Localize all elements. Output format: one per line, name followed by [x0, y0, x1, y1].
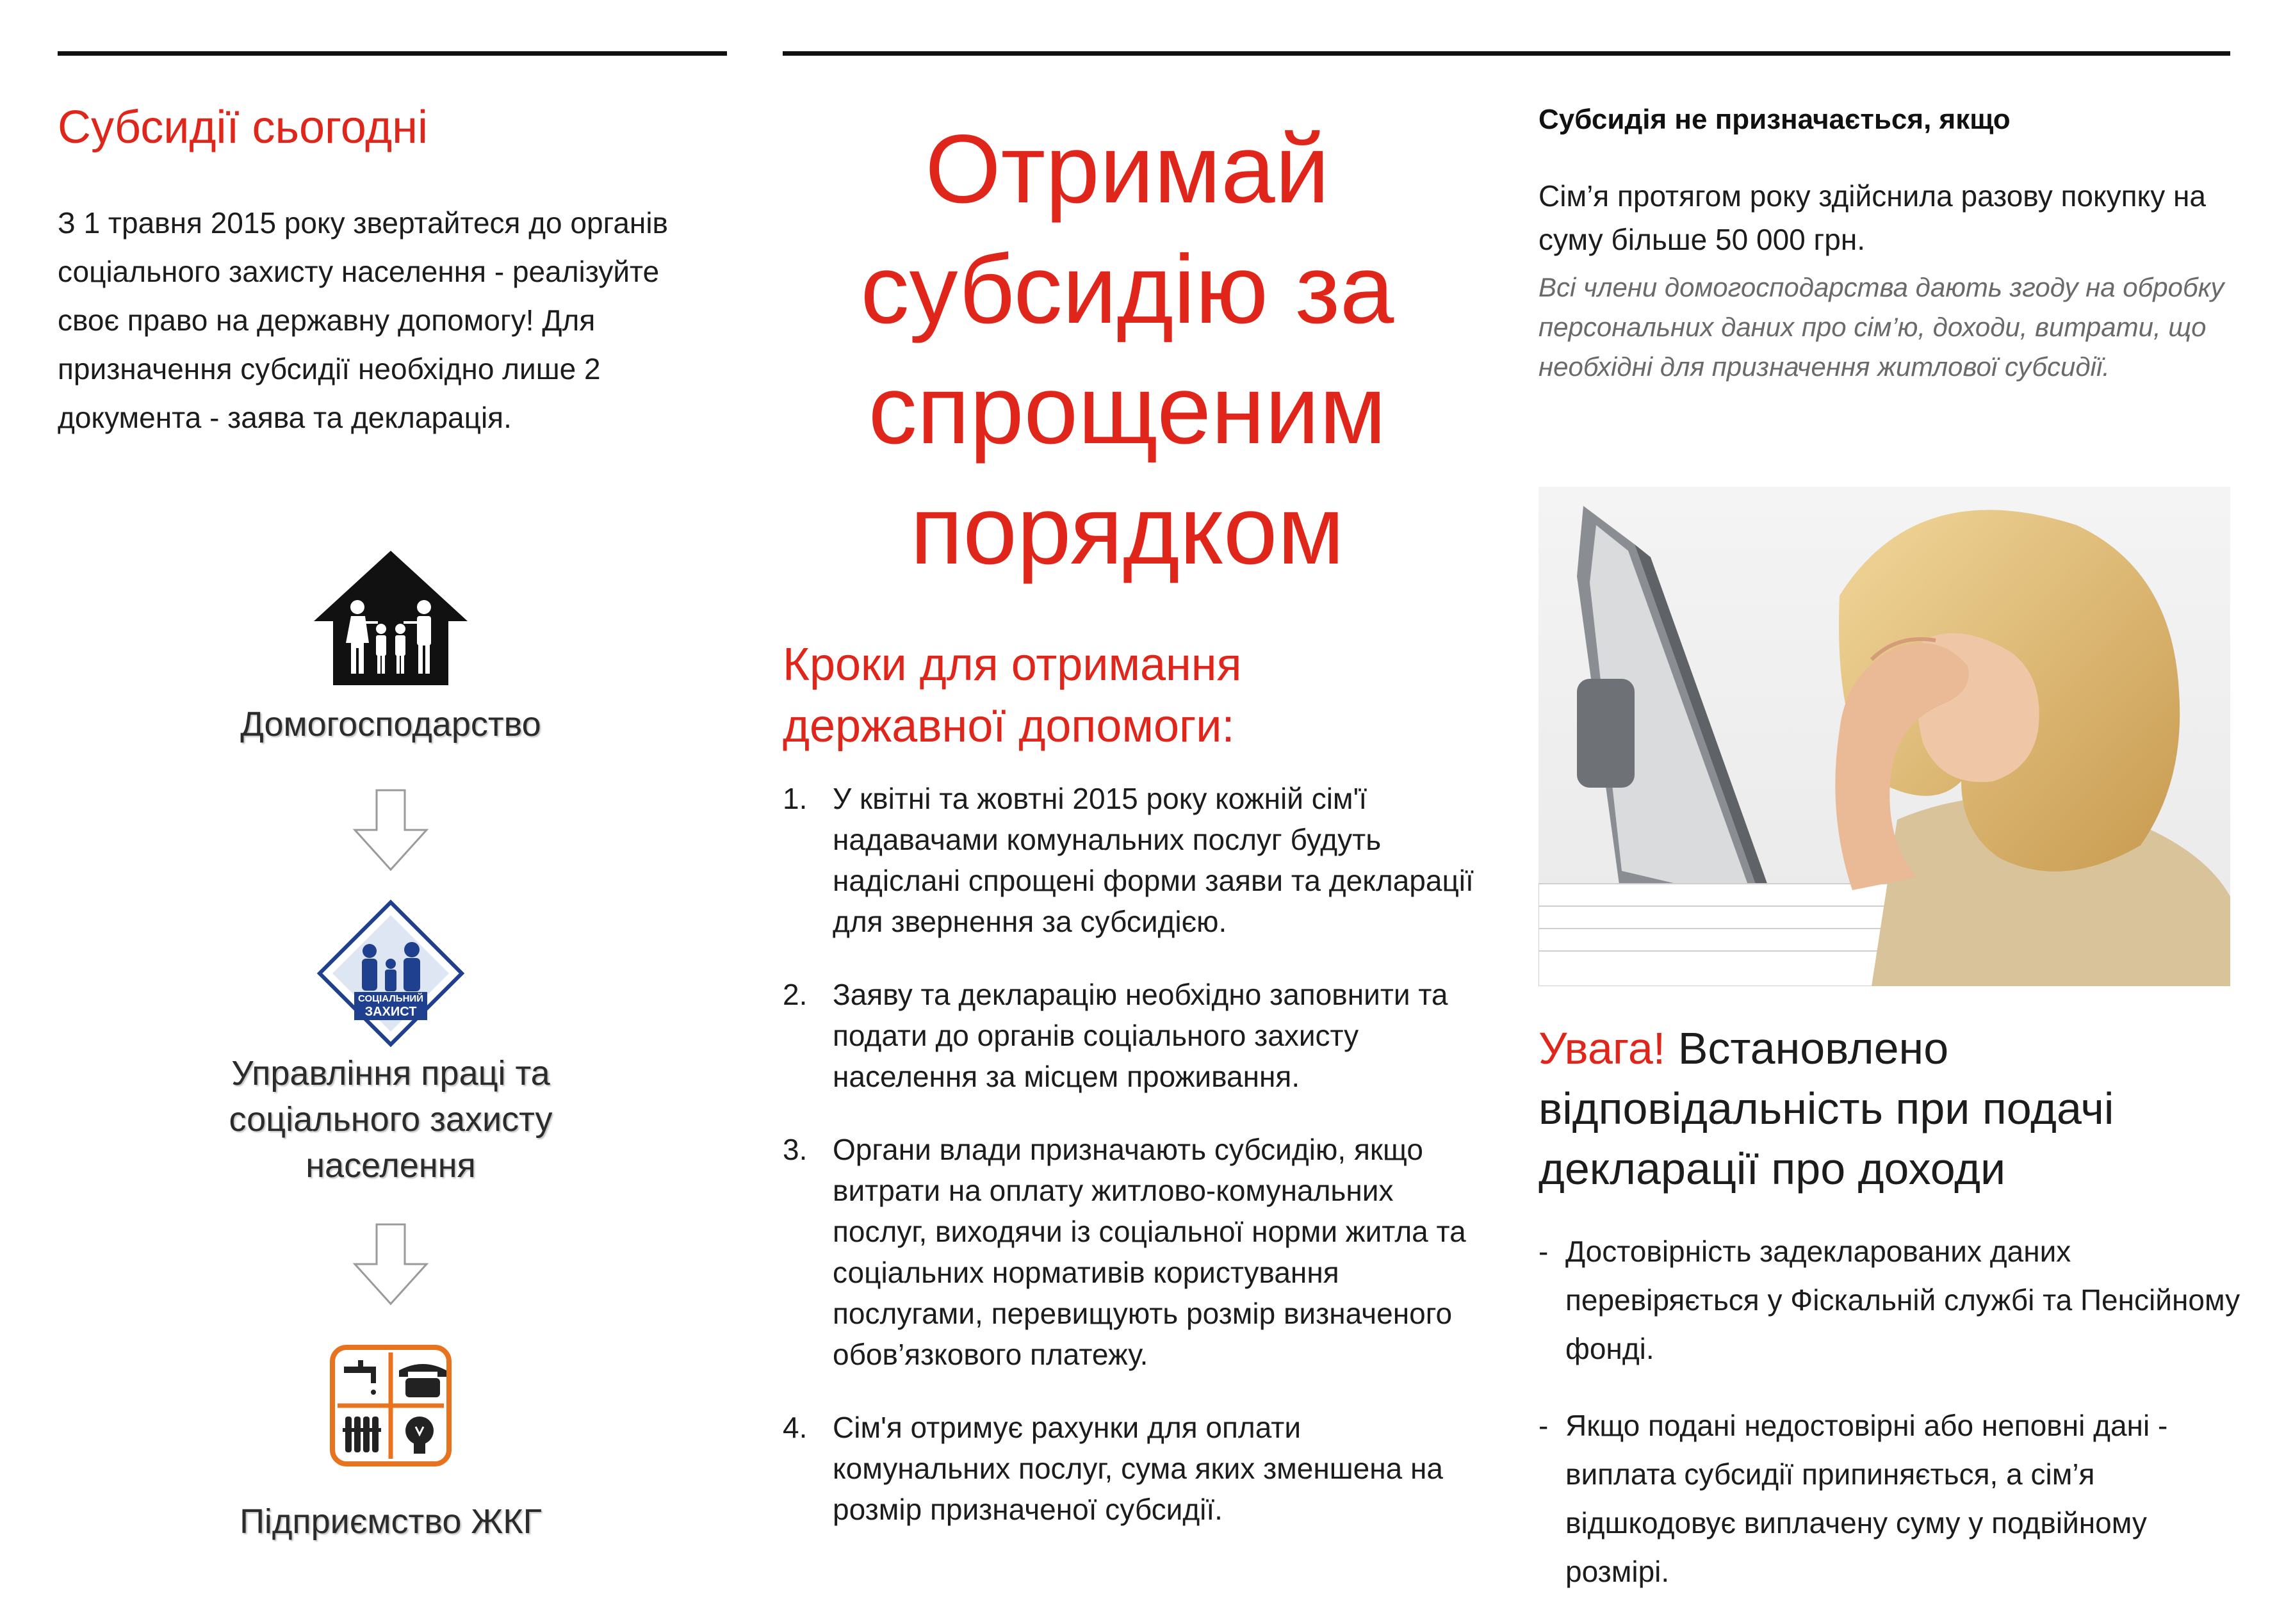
warning-dash: -	[1538, 1409, 1549, 1442]
step-number: 2.	[783, 978, 808, 1011]
step-number: 4.	[783, 1411, 808, 1444]
utilities-icon	[330, 1345, 452, 1466]
flow-label-utility-company: Підприємство ЖКГ	[240, 1502, 542, 1541]
warning-list	[1538, 1227, 2243, 1624]
logo-text-protection: ЗАХИСТ	[364, 1005, 417, 1019]
conditions-note: Всі члени домогосподарства дають згоду на обробку персональних даних про сім’ю, доходи, витрати, що необхідні для призначення житлової субсидії.	[1538, 272, 2224, 382]
logo-text-social: СОЦІАЛЬНИЙ	[358, 993, 423, 1004]
warning-title	[1538, 1018, 2243, 1199]
steps-title: Кроки для отримання державної допомоги:	[783, 639, 1242, 752]
warning-item	[1538, 1401, 2243, 1596]
step-item	[783, 1129, 1474, 1375]
warning-item-text: Достовірність задекларованих даних перевіряється у Фіскальній службі та Пенсійному фонді.	[1565, 1235, 2240, 1365]
social-protection-logo-icon	[317, 900, 464, 1047]
main-title: Отримай субсидію за спрощеним порядком	[860, 115, 1394, 585]
step-text: Заяву та декларацію необхідно заповнити та подати до органів соціального захисту населення за місцем проживання.	[833, 978, 1448, 1093]
conditions-title: Субсидія не призначається, якщо	[1538, 104, 2011, 135]
left-section-title: Субсидії сьогодні	[58, 102, 428, 153]
stressed-woman-photo	[1538, 487, 2230, 986]
conditions-text: Сім’я протягом року здійснила разову покупку на суму більше 50 000 грн.	[1538, 179, 2206, 256]
warning-item	[1538, 1227, 2243, 1373]
steps-list	[783, 778, 1474, 1562]
right-top-rule	[783, 51, 2230, 56]
step-item	[783, 974, 1474, 1097]
warning-dash: -	[1538, 1235, 1549, 1268]
flow-label-household: Домогосподарство	[240, 705, 541, 743]
down-arrow-icon	[352, 1223, 429, 1306]
flow-label-social-dept: Управління праці та соціального захисту населення	[229, 1054, 553, 1185]
step-item	[783, 778, 1474, 942]
step-text: Сім'я отримує рахунки для оплати комунальних послуг, сума яких зменшена на розмір призначеної субсидії.	[833, 1411, 1444, 1526]
step-text: Органи влади призначають субсидію, якщо витрати на оплату житлово-комунальних послуг, виходячи із соціальної норми житла та соціальних нормативів користування послугами, перевищують розмір визначеного обов’язкового платежу.	[833, 1133, 1466, 1371]
warning-item-text: Якщо подані недостовірні або неповні дані - виплата субсидії припиняється, а сім’я відшкодовує виплачену суму у подвійному розмірі.	[1565, 1409, 2168, 1588]
warning-attention: Увага!	[1538, 1023, 1666, 1073]
warning-text: Встановлено відповідальність при подачі декларації про доходи	[1538, 1023, 2114, 1194]
down-arrow-icon	[352, 789, 429, 872]
step-number: 1.	[783, 782, 808, 815]
step-item	[783, 1407, 1474, 1530]
left-top-rule	[58, 51, 727, 56]
family-house-icon	[314, 551, 468, 685]
left-intro-text: З 1 травня 2015 року звертайтеся до органів соціального захисту населення - реалізуйте своє право на державну допомогу! Для призначення субсидії необхідно лише 2 документа - заява та декларація.	[58, 206, 668, 434]
step-text: У квітні та жовтні 2015 року кожній сім'ї надавачами комунальних послуг будуть надіслані спрощені форми заяви та декларації для звернення за субсидією.	[833, 782, 1474, 938]
step-number: 3.	[783, 1133, 808, 1166]
